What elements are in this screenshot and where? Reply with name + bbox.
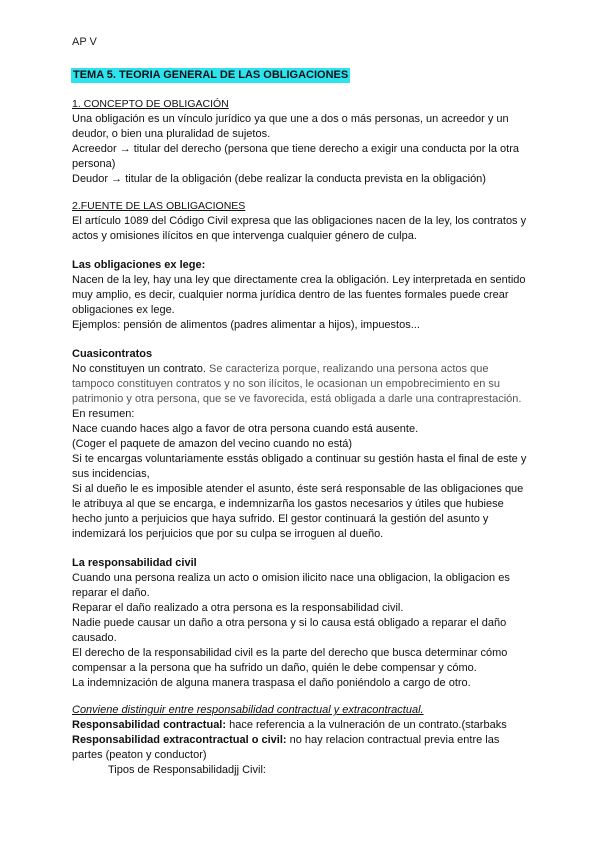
paragraph: El derecho de la responsabilidad civil es la parte del derecho que busca determinar cómo compensar a la persona que ha sufrido un daño, quién le debe compensar y cómo. bbox=[72, 647, 508, 674]
section-heading-concepto: 1. CONCEPTO DE OBLIGACIÓN bbox=[72, 98, 229, 110]
paragraph: Una obligación es un vínculo jurídico ya que une a dos o más personas, un acreedor y un deudor, o bien una pluralidad de sujetos. bbox=[72, 113, 509, 140]
section-ex-lege bbox=[72, 258, 532, 333]
subsection-heading-cuasicontratos: Cuasicontratos bbox=[72, 348, 153, 360]
intro-italic: Conviene distinguir entre responsabilidad contractual y extracontractual. bbox=[72, 704, 424, 716]
paragraph: Si te encargas voluntariamente esstás obligado a continuar su gestión hasta el final de este y sus incidencias, bbox=[72, 453, 527, 480]
paragraph bbox=[72, 362, 532, 407]
paragraph: Nacen de la ley, hay una ley que directamente crea la obligación. Ley interpretada en sentido muy amplio, es decir, cualquier norma jurídica dentro de las fuentes formales puede crear obligaciones ex lege. bbox=[72, 274, 526, 316]
bold-label: Responsabilidad contractual: bbox=[72, 719, 227, 731]
paragraph: Si al dueño le es imposible atender el asunto, éste será responsable de las obligaciones que le atribuya al que se encarga, e indemnizarña los gastos necesarios y útiles que hubiese hecho junto a perjuicios que haya sufrido. El gestor continuará la gestión del asunto y indemizará los perjuicios que por su culpa se irroguen al dueño. bbox=[72, 483, 524, 540]
section-responsabilidad-civil bbox=[72, 556, 532, 691]
document-content bbox=[72, 68, 532, 778]
paragraph: Acreedor → titular del derecho (persona que tiene derecho a exigir una conducta por la otra persona) bbox=[72, 143, 519, 170]
paragraph bbox=[72, 733, 532, 763]
paragraph: Reparar el daño realizado a otra persona es la responsabilidad civil. bbox=[72, 602, 404, 614]
header-initials: AP V bbox=[72, 36, 97, 48]
paragraph: Ejemplos: pensión de alimentos (padres alimentar a hijos), impuestos... bbox=[72, 319, 420, 331]
text-span: no hay relacion contractual previa entre las partes (peaton y conductor) bbox=[72, 734, 500, 761]
section-fuente bbox=[72, 199, 532, 244]
paragraph: La indemnización de alguna manera traspasa el daño poniéndolo a cargo de otro. bbox=[72, 677, 471, 689]
section-cuasicontratos bbox=[72, 347, 532, 542]
section-concepto bbox=[72, 97, 532, 187]
text-span: No constituyen un contrato. bbox=[72, 363, 206, 375]
paragraph: En resumen: bbox=[72, 408, 135, 420]
subsection-heading-ex-lege: Las obligaciones ex lege: bbox=[72, 259, 206, 271]
text-span: hace referencia a la vulneración de un contrato.(starbaks bbox=[226, 719, 507, 731]
subsection-heading-responsabilidad: La responsabilidad civil bbox=[72, 557, 197, 569]
paragraph: (Coger el paquete de amazon del vecino cuando no está) bbox=[72, 438, 353, 450]
bold-label: Responsabilidad extracontractual o civil: bbox=[72, 734, 287, 746]
indented-line: Tipos de Responsabilidadjj Civil: bbox=[108, 764, 266, 776]
paragraph: Nace cuando haces algo a favor de otra persona cuando está ausente. bbox=[72, 423, 419, 435]
paragraph: Nadie puede causar un daño a otra persona y si lo causa está obligado a reparar el daño causado. bbox=[72, 617, 507, 644]
text-span-gray: Se caracteriza porque, realizando una persona actos que tampoco constituyen contratos y no son ilícitos, le ocasionan un empobrecimiento en su patrimonio y otra persona, que se ve favorecida, está obligada a darle una contraprestación. bbox=[72, 363, 522, 405]
paragraph: Deudor → titular de la obligación (debe realizar la conducta prevista en la obligación) bbox=[72, 173, 486, 185]
paragraph bbox=[72, 718, 532, 733]
section-contractual bbox=[72, 703, 532, 778]
document-title: TEMA 5. TEORIA GENERAL DE LAS OBLIGACIONES bbox=[73, 69, 349, 81]
paragraph: Cuando una persona realiza un acto o omision ilicito nace una obligacion, la obligacion es reparar el daño. bbox=[72, 572, 510, 599]
paragraph: El artículo 1089 del Código Civil expresa que las obligaciones nacen de la ley, los contratos y actos y omisiones ilícitos en que intervenga cualquier género de culpa. bbox=[72, 215, 527, 242]
section-heading-fuente: 2.FUENTE DE LAS OBLIGACIONES bbox=[72, 200, 246, 212]
